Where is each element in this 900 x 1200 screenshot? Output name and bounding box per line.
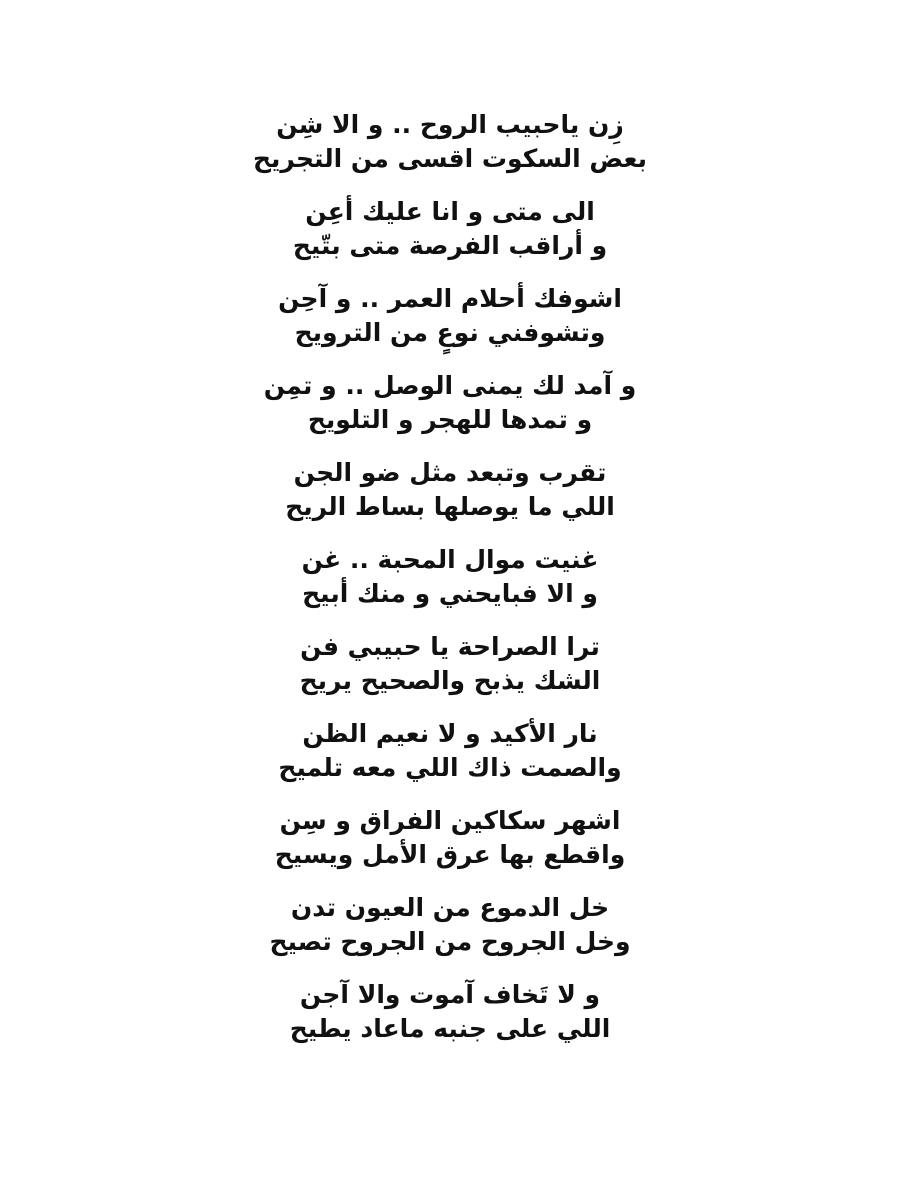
poem-text bbox=[0, 108, 900, 1065]
stanza-4 bbox=[0, 369, 900, 456]
verse-line: اشوفك أحلام العمر .. و آحِن bbox=[278, 284, 622, 313]
verse-line: خل الدموع من العيون تدن bbox=[290, 893, 610, 922]
verse-line: زِن ياحبيب الروح .. و الا شِن bbox=[276, 110, 624, 139]
verse-line: اشهر سكاكين الفراق و سِن bbox=[279, 806, 621, 835]
verse-line: و آمد لك يمنى الوصل .. و تمِن bbox=[263, 371, 637, 400]
verse-line: واقطع بها عرق الأمل ويسيح bbox=[274, 840, 626, 869]
stanza-6 bbox=[0, 543, 900, 630]
stanza-7 bbox=[0, 630, 900, 717]
stanza-9 bbox=[0, 804, 900, 891]
verse-line: نار الأكيد و لا نعيم الظن bbox=[302, 719, 598, 748]
verse-line: تقرب وتبعد مثل ضو الجن bbox=[293, 458, 607, 487]
stanza-5 bbox=[0, 456, 900, 543]
stanza-3 bbox=[0, 282, 900, 369]
verse-line: و تمدها للهجر و التلويح bbox=[307, 405, 593, 434]
verse-line: الشك يذبح والصحيح يريح bbox=[299, 666, 601, 695]
verse-line: بعض السكوت اقسى من التجريح bbox=[253, 144, 647, 173]
verse-line: اللي ما يوصلها بساط الريح bbox=[285, 492, 615, 521]
verse-line: وتشوفني نوعٍ من الترويح bbox=[294, 318, 606, 347]
stanza-8 bbox=[0, 717, 900, 804]
stanza-10 bbox=[0, 891, 900, 978]
verse-line: و الا فبايحني و منك أبيح bbox=[302, 579, 598, 608]
verse-line: والصمت ذاك اللي معه تلميح bbox=[278, 753, 622, 782]
verse-line: الى متى و انا عليك أعِن bbox=[305, 197, 595, 226]
stanza-11 bbox=[0, 978, 900, 1065]
verse-line: و لا تَخاف آموت والا آجن bbox=[299, 980, 601, 1009]
verse-line: و أراقب الفرصة متى بتّيح bbox=[292, 231, 608, 260]
verse-line: وخل الجروح من الجروح تصيح bbox=[269, 927, 631, 956]
stanza-2 bbox=[0, 195, 900, 282]
verse-line: اللي على جنبه ماعاد يطيح bbox=[289, 1014, 611, 1043]
stanza-1 bbox=[0, 108, 900, 195]
verse-line: غنيت موال المحبة .. غن bbox=[301, 545, 599, 574]
verse-line: ترا الصراحة يا حبيبي فن bbox=[300, 632, 600, 661]
